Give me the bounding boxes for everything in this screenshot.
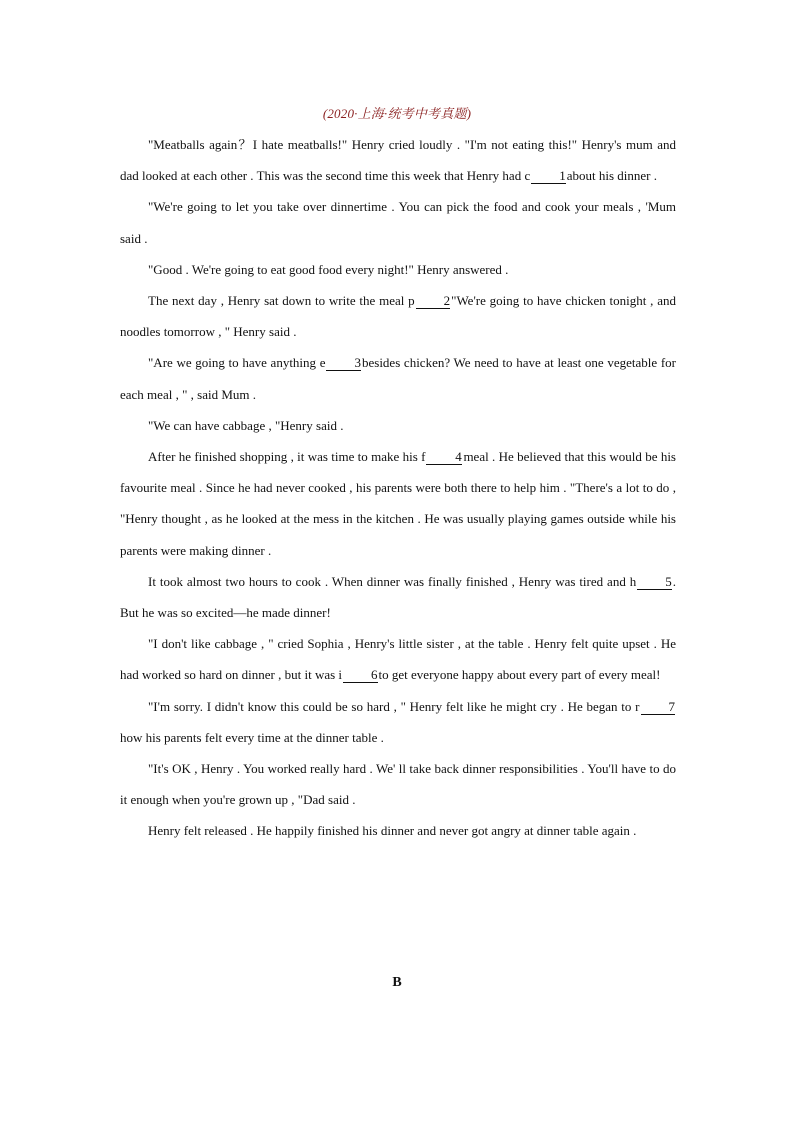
paragraph-text: "Meatballs again？I hate meatballs!" Henry cried loudly . "I'm not eating this!" Henry's mum and dad looked at each other . This was the second time this week that Henry had c: [120, 137, 676, 184]
paragraph-text: "We're going to let you take over dinnertime . You can pick the food and cook your meals , 'Mum said .: [120, 199, 676, 246]
paragraph-text-after: meal . He believed that this would be his favourite meal . Since he had never cooked , his parents were both there to help him . "There's a lot to do , "Henry thought , as he looked at the mess in the kitchen . He was usually playing games outside while his parents were making dinner .: [120, 449, 676, 558]
blank-1: 1: [531, 168, 566, 184]
paragraph-11: [120, 753, 676, 815]
blank-6: 6: [343, 667, 378, 683]
paragraph-6: [120, 410, 676, 441]
paragraph-4: [120, 285, 676, 347]
cloze-passage: [120, 129, 676, 847]
blank-4: 4: [426, 449, 462, 465]
section-label: B: [392, 975, 402, 990]
paragraph-3: [120, 254, 676, 285]
paragraph-text-after: about his dinner .: [566, 168, 657, 184]
paragraph-5: [120, 347, 676, 409]
paragraph-text: "I'm sorry. I didn't know this could be so hard , " Henry felt like he might cry . He began to r: [148, 698, 640, 714]
paragraph-text: "I don't like cabbage , " cried Sophia , Henry's little sister , at the table . Henry felt quite upset . He had worked so hard on dinner , but it was i: [120, 636, 676, 683]
paragraph-text-after: "We're going to have chicken tonight , and noodles tomorrow , " Henry said .: [120, 293, 676, 340]
paragraph-text-after: to get everyone happy about every part of every meal!: [378, 667, 661, 683]
paragraph-text: The next day , Henry sat down to write the meal p: [148, 293, 415, 309]
paragraph-text: Henry felt released . He happily finished his dinner and never got angry at dinner table again .: [148, 823, 637, 839]
paragraph-text: After he finished shopping , it was time to make his f: [148, 449, 426, 465]
paragraph-text: "Good . We're going to eat good food every night!" Henry answered .: [148, 261, 509, 277]
blank-7: 7: [641, 699, 676, 715]
paragraph-8: [120, 566, 676, 628]
paragraph-9: [120, 628, 676, 690]
paragraph-12: [120, 815, 676, 846]
paragraph-text: "Are we going to have anything e: [148, 355, 326, 371]
paragraph-7: [120, 441, 676, 566]
blank-3: 3: [326, 355, 361, 371]
paragraph-text: "We can have cabbage , "Henry said .: [148, 417, 344, 433]
paragraph-text-after: how his parents felt every time at the dinner table .: [120, 729, 384, 745]
paragraph-2: [120, 191, 676, 253]
paragraph-1: [120, 129, 676, 191]
blank-5: 5: [637, 574, 672, 590]
paragraph-10: [120, 691, 676, 753]
paragraph-text: It took almost two hours to cook . When dinner was finally finished , Henry was tired and h: [148, 573, 637, 589]
paragraph-text: "It's OK , Henry . You worked really hard . We' ll take back dinner responsibilities . You'll have to do it enough when you're grown up , "Dad said .: [120, 761, 676, 808]
paragraph-text-after: besides chicken? We need to have at least one vegetable for each meal , " , said Mum .: [120, 355, 676, 402]
paragraph-text-after: . But he was so excited—he made dinner!: [120, 573, 676, 621]
blank-2: 2: [416, 293, 451, 309]
source-tag: (2020·上海·统考中考真题): [322, 106, 472, 121]
